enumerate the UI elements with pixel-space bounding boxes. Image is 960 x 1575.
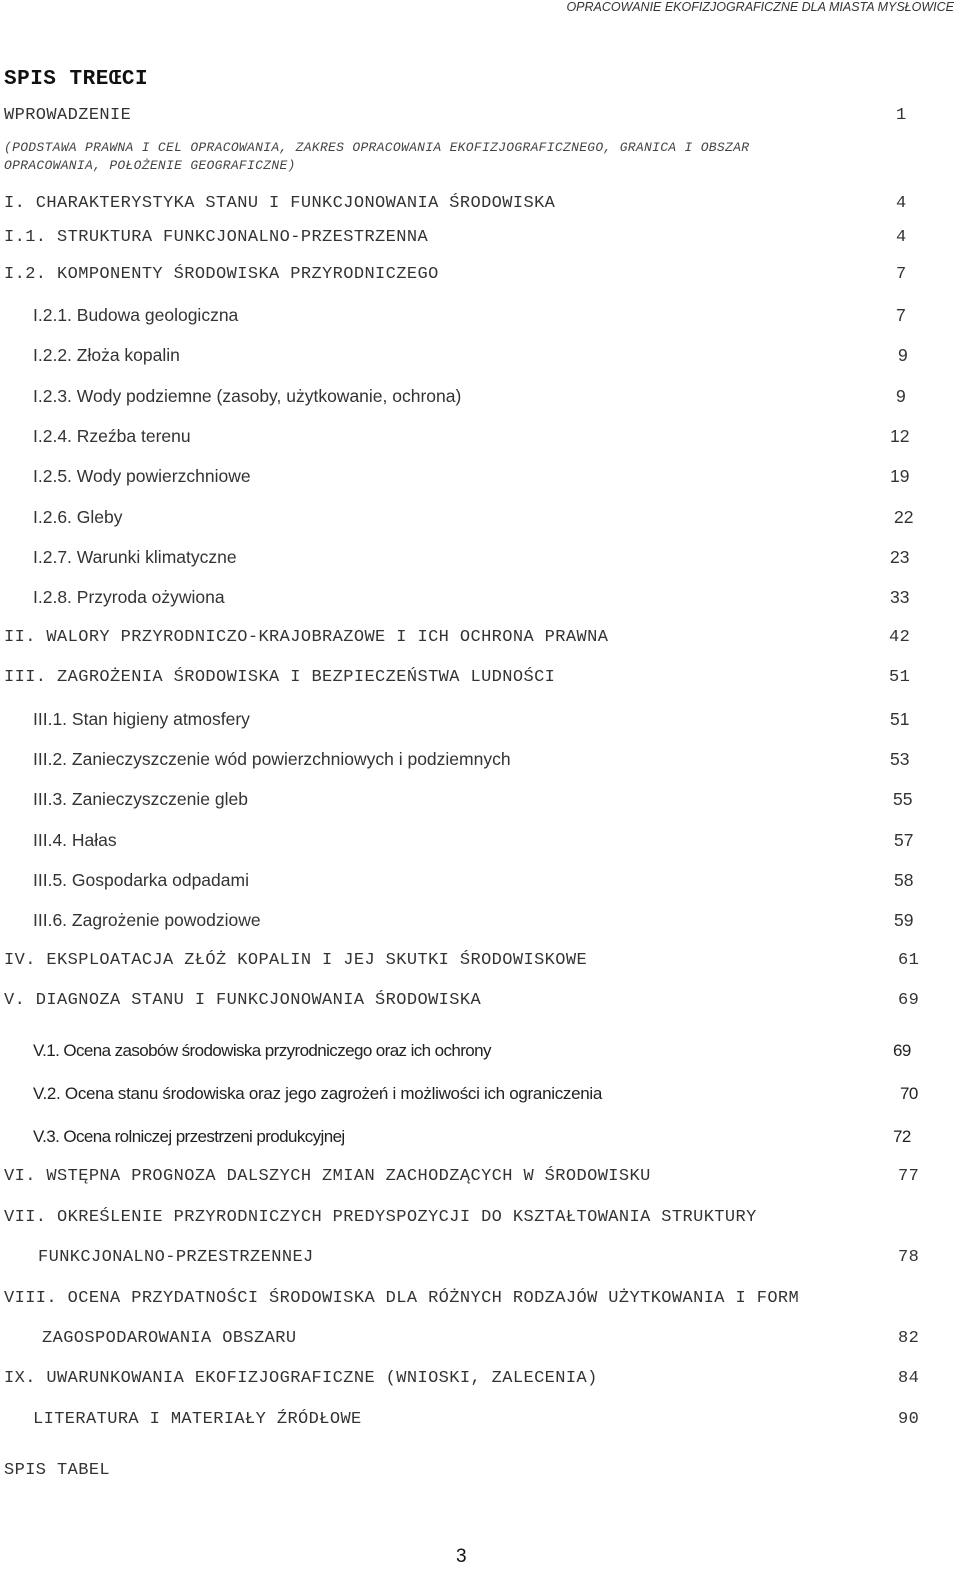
toc-entry	[0, 1369, 960, 1395]
toc-entry	[0, 1084, 960, 1110]
toc-entry	[0, 1167, 960, 1193]
toc-entry	[0, 345, 960, 371]
toc-entry-title: III. ZAGROŻENIA ŚRODOWISKA I BEZPIECZEŃSTWA LUDNOŚCI	[4, 668, 556, 687]
toc-entry-page: 90	[898, 1410, 920, 1429]
toc-entry-title: II. WALORY PRZYRODNICZO-KRAJOBRAZOWE I ICH OCHRONA PRAWNA	[4, 628, 609, 647]
intro-note	[4, 139, 904, 175]
toc-entry-page: 82	[898, 1329, 920, 1348]
toc-entry-page: 4	[896, 194, 907, 213]
toc-entry-page: 4	[896, 228, 907, 247]
toc-entry-title: IX. UWARUNKOWANIA EKOFIZJOGRAFICZNE (WNIOSKI, ZALECENIA)	[4, 1369, 598, 1388]
toc-entry-title: VII. OKREŚLENIE PRZYRODNICZYCH PREDYSPOZYCJI DO KSZTAŁTOWANIA STRUKTURY	[4, 1208, 757, 1227]
toc-entry-page: 51	[889, 668, 911, 687]
toc-entry	[0, 991, 960, 1017]
toc-entry-title: I.2.4. Rzeźba terenu	[33, 426, 191, 446]
toc-entry	[0, 1461, 960, 1487]
toc-entry-title: III.6. Zagrożenie powodziowe	[33, 910, 261, 930]
toc-entry-title: IV. EKSPLOATACJA ZŁÓŻ KOPALIN I JEJ SKUTKI ŚRODOWISKOWE	[4, 951, 588, 970]
toc-entry-page: 42	[889, 628, 911, 647]
toc-entry	[0, 228, 960, 254]
toc-entry	[0, 910, 960, 936]
toc-entry-page: 7	[896, 265, 907, 284]
toc-entry	[0, 951, 960, 977]
toc-entry-page: 77	[898, 1167, 920, 1186]
toc-entry	[0, 1289, 960, 1315]
toc-entry-title: V.3. Ocena rolniczej przestrzeni produkcyjnej	[33, 1127, 345, 1146]
intro-note-line: (PODSTAWA PRAWNA I CEL OPRACOWANIA, ZAKRES OPRACOWANIA EKOFIZJOGRAFICZNEGO, GRANICA I OBSZAR	[4, 140, 750, 155]
toc-entry-title: I.2.8. Przyroda ożywiona	[33, 587, 225, 607]
toc-entry	[0, 628, 960, 654]
toc-entry-page: 78	[898, 1248, 920, 1267]
document-header: OPRACOWANIE EKOFIZJOGRAFICZNE DLA MIASTA MYSŁOWICE	[566, 0, 954, 14]
toc-entry-title: I.2. KOMPONENTY ŚRODOWISKA PRZYRODNICZEGO	[4, 265, 439, 284]
toc-entry	[0, 547, 960, 573]
toc-entry-page: 58	[894, 870, 914, 890]
toc-entry-page: 51	[890, 709, 910, 729]
toc-entry-title: FUNKCJONALNO-PRZESTRZENNEJ	[38, 1248, 314, 1267]
toc-entry	[0, 106, 960, 132]
toc-entry-title: I.1. STRUKTURA FUNKCJONALNO-PRZESTRZENNA	[4, 228, 429, 247]
toc-entry-title: ZAGOSPODAROWANIA OBSZARU	[42, 1329, 297, 1348]
toc-entry-page: 69	[893, 1041, 911, 1060]
toc-entry-title: III.2. Zanieczyszczenie wód powierzchniowych i podziemnych	[33, 749, 511, 769]
page-number: 3	[456, 1546, 467, 1567]
toc-entry-title: I.2.1. Budowa geologiczna	[33, 305, 239, 325]
toc-entry	[0, 668, 960, 694]
toc-entry-title: VI. WSTĘPNA PROGNOZA DALSZYCH ZMIAN ZACHODZĄCYCH W ŚRODOWISKU	[4, 1167, 651, 1186]
toc-entry-page: 9	[898, 345, 908, 365]
intro-note-line: OPRACOWANIA, POŁOŻENIE GEOGRAFICZNE)	[4, 158, 296, 173]
toc-entry	[0, 426, 960, 452]
toc-entry-title: WPROWADZENIE	[4, 106, 132, 125]
toc-entry	[0, 789, 960, 815]
toc-entry	[0, 870, 960, 896]
toc-entry-page: 33	[890, 587, 910, 607]
toc-entry-title: I.2.7. Warunki klimatyczne	[33, 547, 237, 567]
toc-entry-page: 7	[896, 305, 906, 325]
toc-entry	[0, 587, 960, 613]
toc-entry	[0, 709, 960, 735]
toc-entry-page: 12	[890, 426, 910, 446]
toc-entry-title: LITERATURA I MATERIAŁY ŹRÓDŁOWE	[33, 1410, 362, 1429]
toc-entry-page: 84	[898, 1369, 920, 1388]
toc-entry	[0, 1127, 960, 1153]
toc-entry-title: III.4. Hałas	[33, 830, 117, 850]
toc-entry	[0, 507, 960, 533]
toc-entry	[0, 305, 960, 331]
toc-heading: SPIS TREŒCI	[4, 68, 149, 91]
toc-entry	[0, 1248, 960, 1274]
toc-entry-page: 57	[894, 830, 914, 850]
toc-entry-title: I. CHARAKTERYSTYKA STANU I FUNKCJONOWANIA ŚRODOWISKA	[4, 194, 556, 213]
toc-entry-page: 22	[894, 507, 914, 527]
toc-entry	[0, 466, 960, 492]
toc-entry-title: III.1. Stan higieny atmosfery	[33, 709, 250, 729]
toc-entry-page: 59	[894, 910, 914, 930]
toc-entry-page: 23	[890, 547, 910, 567]
toc-entry-title: I.2.2. Złoża kopalin	[33, 345, 180, 365]
toc-entry	[0, 1410, 960, 1436]
toc-entry-page: 72	[893, 1127, 911, 1146]
toc-entry	[0, 830, 960, 856]
toc-entry-page: 9	[896, 386, 906, 406]
toc-entry-title: I.2.3. Wody podziemne (zasoby, użytkowanie, ochrona)	[33, 386, 462, 406]
toc-entry-title: V.1. Ocena zasobów środowiska przyrodniczego oraz ich ochrony	[33, 1041, 491, 1060]
toc-entry-title: III.5. Gospodarka odpadami	[33, 870, 249, 890]
toc-entry-page: 1	[896, 106, 907, 125]
toc-entry	[0, 1208, 960, 1234]
toc-entry	[0, 1041, 960, 1067]
toc-entry-title: V. DIAGNOZA STANU I FUNKCJONOWANIA ŚRODOWISKA	[4, 991, 482, 1010]
toc-entry-page: 53	[890, 749, 910, 769]
toc-entry-page: 19	[890, 466, 910, 486]
toc-entry-page: 55	[893, 789, 913, 809]
toc-entry-title-text: V.2. Ocena stanu środowiska oraz jego zagrożeń i możliwości ich ograniczenia	[33, 1084, 603, 1103]
toc-entry-page: 70	[900, 1084, 918, 1103]
toc-entry-title: SPIS TABEL	[4, 1461, 111, 1480]
toc-entry-page: 61	[898, 951, 920, 970]
toc-entry-title: I.2.6. Gleby	[33, 507, 123, 527]
toc-entry-page: 69	[898, 991, 920, 1010]
toc-entry	[0, 386, 960, 412]
toc-entry-title: VIII. OCENA PRZYDATNOŚCI ŚRODOWISKA DLA RÓŻNYCH RODZAJÓW UŻYTKOWANIA I FORM	[4, 1289, 800, 1308]
toc-entry	[0, 265, 960, 291]
toc-entry-title	[33, 1084, 602, 1104]
toc-entry	[0, 194, 960, 220]
toc-entry-title: I.2.5. Wody powierzchniowe	[33, 466, 251, 486]
toc-entry	[0, 749, 960, 775]
toc-entry	[0, 1329, 960, 1355]
toc-entry-title: III.3. Zanieczyszczenie gleb	[33, 789, 248, 809]
